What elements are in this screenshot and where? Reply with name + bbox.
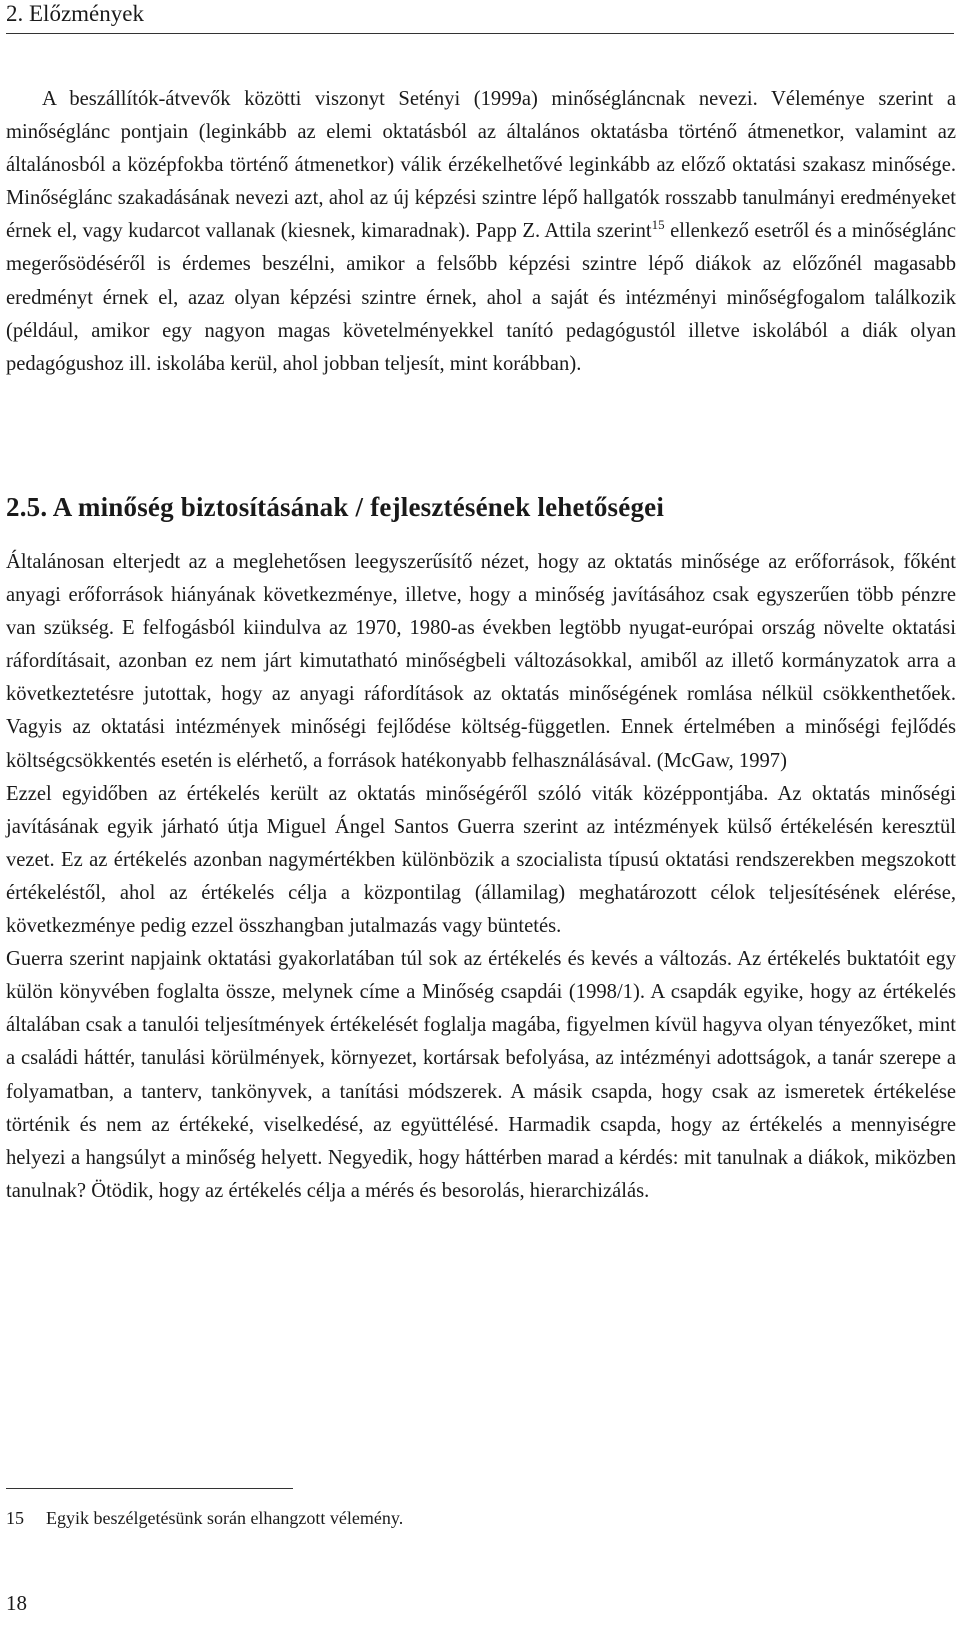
paragraph-quality-chain <box>6 83 956 381</box>
header-rule <box>6 33 954 34</box>
section-heading: 2.5. A minőség biztosításának / fejlesztésének lehetőségei <box>6 492 665 522</box>
footnote-text: Egyik beszélgetésünk során elhangzott vélemény. <box>46 1508 404 1528</box>
footnote-number: 15 <box>6 1508 24 1528</box>
section-body <box>6 546 956 1208</box>
paragraph-evaluation: Ezzel egyidőben az értékelés került az oktatás minőségéről szóló viták középpontjába. Az oktatás minőségi javításának egyik járható útja Miguel Ángel Santos Guerra szerint az intézmények külső értékelésén keresztül vezet. Ez az értékelés azonban nagymértékben különbözik a szocialista típusú oktatási rendszerekben megszokott értékeléstől, ahol az értékelés célja a központilag (államilag) meghatározott célok teljesítésének elérése, következménye pedig ezzel összhangban jutalmazás vagy büntetés. <box>6 782 956 938</box>
paragraph-guerra-traps: Guerra szerint napjaink oktatási gyakorlatában túl sok az értékelés és kevés a változás. Az értékelés buktatóit egy külön könyvében foglalta össze, melynek címe a Minőség csapdái (1998/1). A csapdák egyike, hogy az értékelés általában csak a tanulói teljesítmények értékelését foglalja magába, figyelmen kívül hagyva olyan tényezőket, mint a családi háttér, tanulási körülmények, környezet, kortársak befolyása, az intézményi adottságok, a tanár szerepe a folyamatban, a tanterv, tankönyvek, a tanítási módszerek. A másik csapda, hogy csak az ismeretek értékelése történik és nem az értékeké, viselkedésé, az együttélésé. Harmadik csapda, hogy az értékelés a mennyiségre helyezi a hangsúlyt a minőség helyett. Negyedik, hogy háttérben marad a kérdés: mit tanulnak a diákok, miközben tanulnak? Ötödik, hogy az értékelés célja a mérés és besorolás, hierarchizálás. <box>6 948 956 1202</box>
page-number: 18 <box>6 1591 27 1615</box>
paragraph-text: A beszállítók-átvevők közötti viszonyt Setényi (1999a) minőségláncnak nevezi. Véleménye szerint a minőséglánc pontjain (leginkább az elemi oktatásból az általános oktatásba történő átmenetkor, valamint az általánosból a középfokba történő átmenetkor) válik érzékelhetővé leginkább az előző oktatási szakasz minősége. Minőséglánc szakadásának nevezi azt, ahol az új képzési szintre lépő hallgatók rosszabb tanulmányi eredményeket érnek el, vagy kudarcot vallanak (kiesnek, kimaradnak). Papp Z. Attila szerint <box>6 88 956 243</box>
paragraph-resources: Általánosan elterjedt az a meglehetősen leegyszerűsítő nézet, hogy az oktatás minősége az erőforrások, főként anyagi erőforrások hiányának következménye, illetve, hogy a minőség javításához csak egyszerűen több pénzre van szükség. E felfogásból kiindulva az 1970, 1980-as években legtöbb nyugat-európai ország növelte oktatási ráfordításait, azonban ez nem járt kimutatható minőségbeli változásokkal, amiből az illető kormányzatok arra a következtetésre jutottak, hogy az anyagi ráfordítások az oktatás minőségének romlása nélkül csökkenthetőek. Vagyis az oktatási intézmények minőségi fejlődése költség-független. Ennek értelmében a minőségi fejlődés költségcsökkentés esetén is elérhető, a források hatékonyabb felhasználásával. (McGaw, 1997) <box>6 551 956 772</box>
paragraph-text: ellenkező esetről és a minőséglánc megerősödéséről is érdemes beszélni, amikor a felsőbb képzési szintre lépő diákok az előzőnél magasabb eredményt érnek el, azaz olyan képzési szintre érnek, ahol a saját és intézményi minőségfogalom találkozik (például, amikor egy nagyon magas követelményekkel tanító pedagógustól illetve iskolából a diák olyan pedagógushoz ill. iskolába kerül, ahol jobban teljesít, mint korábban). <box>6 220 956 375</box>
footnote-reference[interactable]: 15 <box>651 217 665 233</box>
footnote-rule <box>6 1488 293 1489</box>
running-header: 2. Előzmények <box>6 1 144 26</box>
footnote <box>6 1506 403 1530</box>
